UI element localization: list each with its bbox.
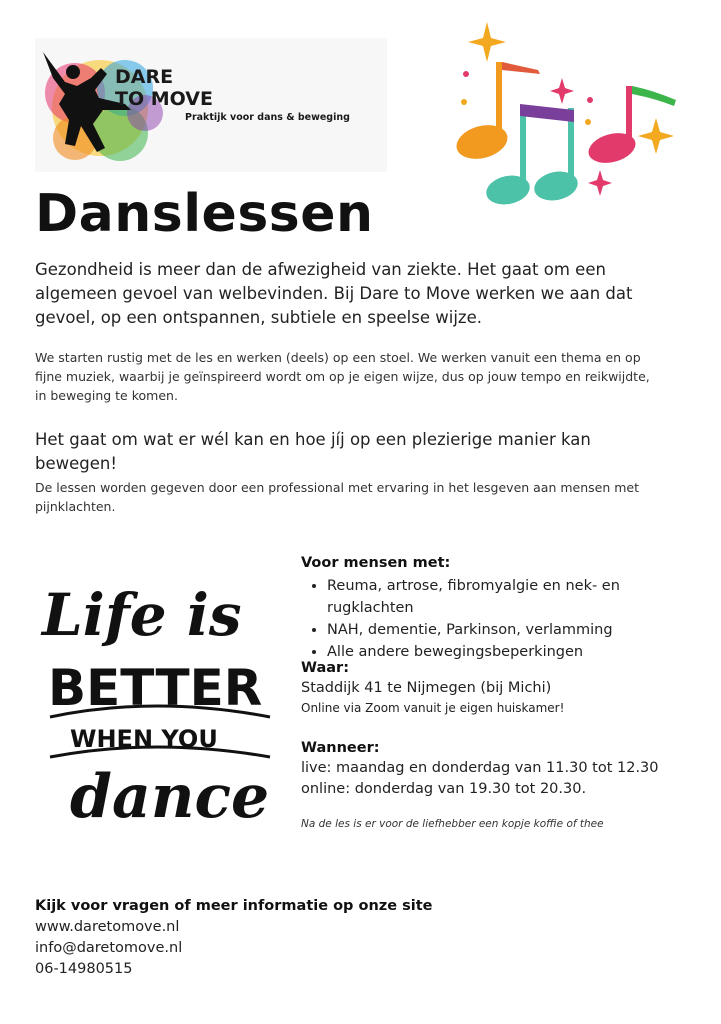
where-section — [301, 658, 711, 717]
page-title: Danslessen — [35, 184, 374, 244]
highlight-text: Het gaat om wat er wél kan en hoe jíj op een plezierige manier kan bewegen! — [35, 430, 591, 473]
list-item: • Reuma, artrose, fibromyalgie en nek- en rugklachten — [327, 575, 711, 619]
coffee-note: Na de les is er voor de liefhebber een kopje koffie of thee — [301, 818, 604, 830]
instructor-description: De lessen worden gegeven door een professional met ervaring in het lesgeven aan mensen met pijnklachten. — [35, 480, 640, 514]
when-live: live: maandag en donderdag van 11.30 tot 12.30 — [301, 760, 659, 776]
list-item: • Alle andere bewegingsbeperkingen — [327, 641, 711, 663]
artwork-line-1: Life is — [42, 581, 242, 649]
logo-line-1: DARE — [115, 66, 174, 88]
when-section — [301, 738, 711, 800]
life-is-better-artwork — [30, 545, 285, 845]
where-heading: Waar: — [301, 660, 349, 676]
when-online: online: donderdag van 19.30 tot 20.30. — [301, 781, 587, 797]
where-online: Online via Zoom vanuit je eigen huiskamer! — [301, 701, 565, 715]
target-section — [301, 553, 711, 663]
where-address: Staddijk 41 te Nijmegen (bij Michi) — [301, 680, 552, 696]
logo-line-2: TO MOVE — [115, 88, 213, 110]
music-notes-illustration — [440, 20, 690, 210]
dare-to-move-logo — [35, 38, 387, 172]
contact-section — [35, 896, 535, 980]
email-link[interactable]: info@daretomove.nl — [35, 940, 183, 956]
target-list — [301, 575, 711, 663]
list-item: • NAH, dementie, Parkinson, verlamming — [327, 619, 711, 641]
music-notes-icon — [440, 20, 690, 210]
artwork-line-4: dance — [70, 762, 270, 832]
artwork-line-3: WHEN YOU — [70, 725, 218, 753]
website-link[interactable]: www.daretomove.nl — [35, 919, 180, 935]
intro-paragraph: Gezondheid is meer dan de afwezigheid van ziekte. Het gaat om een algemeen gevoel van welbevinden. Bij Dare to Move werken we aan dat gevoel, op een ontspannen, subtiele en speelse wijze. — [35, 260, 633, 327]
contact-heading: Kijk voor vragen of meer informatie op onze site — [35, 898, 433, 914]
target-heading: Voor mensen met: — [301, 555, 451, 571]
logo-subtitle: Praktijk voor dans & beweging — [185, 112, 350, 123]
phone-number: 06-14980515 — [35, 961, 133, 977]
artwork-line-2: BETTER — [48, 659, 263, 717]
lesson-description: We starten rustig met de les en werken (deels) op een stoel. We werken vanuit een thema en op fijne muziek, waarbij je geïnspireerd wordt om op je eigen wijze, dus op jouw tempo en reikwijdte, in beweging te komen. — [35, 350, 650, 403]
when-heading: Wanneer: — [301, 740, 380, 756]
